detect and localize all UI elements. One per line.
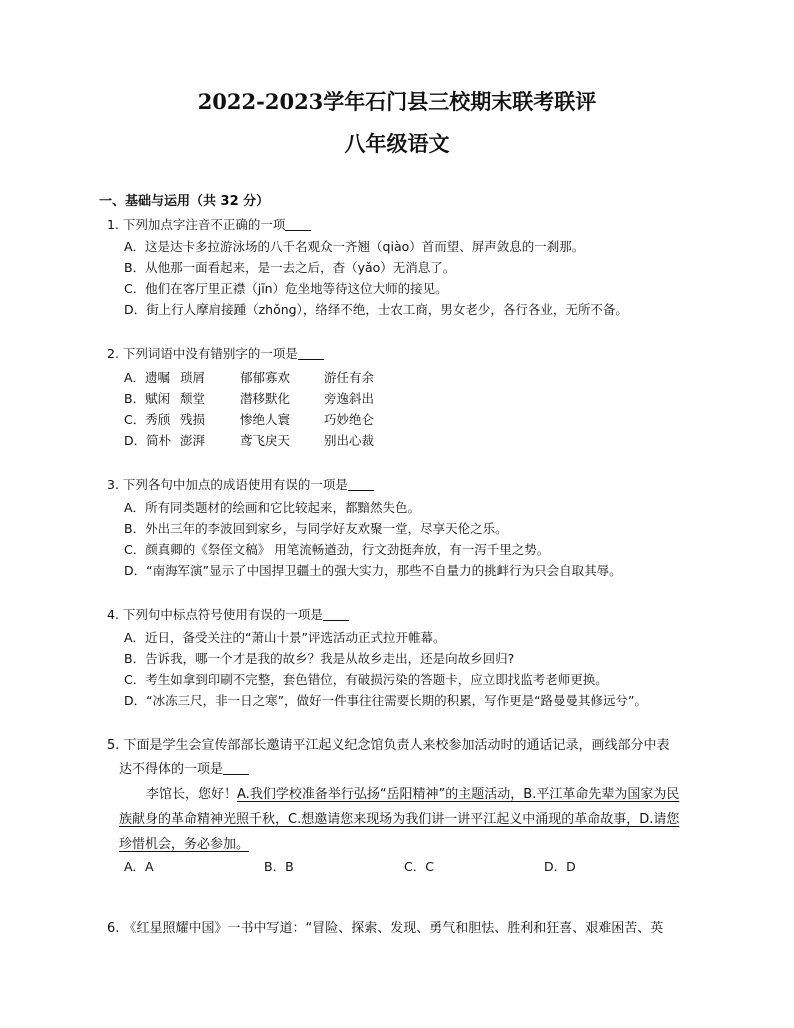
- document-subtitle: 八年级语文: [344, 131, 450, 156]
- question-1-stem: 1. 下列加点字注音不正确的一项: [107, 216, 311, 234]
- answer-blank: [348, 478, 374, 491]
- q1-option-d: D．街上行人摩肩接踵（zhǒng），络绎不绝，士农工商，男女老少，各行各业，无所不备。: [124, 302, 628, 317]
- q5-choice-c: C．C: [404, 859, 434, 874]
- section-heading: 一、基础与运用（共 32 分）: [99, 194, 270, 209]
- q5-passage-line2: 族献身的革命精神光照千秋，C.想邀请您来现场为我们讲一讲平江起义中涌现的革命故事，D.请您: [119, 812, 680, 827]
- q5-passage-line1: 李馆长，您好！A.我们学校准备举行弘扬“岳阳精神”的主题活动，B.平江革命先辈为国家为民: [146, 787, 680, 802]
- q5-choices: [124, 858, 684, 876]
- q5-passage-line3: 珍惜机会，务必参加。: [119, 837, 250, 852]
- q3-option-b: B．外出三年的李波回到家乡，与同学好友欢聚一堂，尽享天伦之乐。: [124, 521, 508, 536]
- q3-option-d: D．“南海军演”显示了中国捍卫疆土的强大实力，那些不自量力的挑衅行为只会自取其辱。: [124, 563, 622, 578]
- q5-choice-b: B．B: [264, 859, 294, 874]
- q5-choice-a: A．A: [124, 859, 154, 874]
- question-2-stem: 2. 下列词语中没有错别字的一项是: [107, 345, 324, 363]
- q3-option-a: A．所有同类题材的绘画和它比较起来，都黯然失色。: [124, 500, 421, 515]
- q4-option-b: B．告诉我，哪一个才是我的故乡？我是从故乡走出，还是向故乡回归?: [124, 651, 515, 666]
- document-title: 2022-2023学年石门县三校期末联考联评: [197, 89, 597, 114]
- question-5-stem-line2: 达不得体的一项是: [119, 761, 249, 779]
- answer-blank: [298, 347, 324, 360]
- q1-option-c: C．他们在客厅里正襟（jīn）危坐地等待这位大师的接见。: [124, 281, 448, 296]
- q5-choice-d: D．D: [544, 859, 576, 874]
- q2-row-c: C．秀颀 残损 惨绝人寰 巧妙绝仑: [124, 412, 375, 427]
- answer-blank: [223, 762, 249, 775]
- answer-blank: [285, 218, 311, 231]
- question-4-stem: 4. 下列句中标点符号使用有误的一项是: [107, 606, 349, 624]
- q1-option-a: A．这是达卡多拉游泳场的八千名观众一齐翘（qiào）首而望、屏声敛息的一刹那。: [124, 239, 585, 254]
- question-5-stem-line1: 5. 下面是学生会宣传部部长邀请平江起义纪念馆负责人来校参加活动时的通话记录，画线部分中表: [107, 738, 670, 753]
- answer-blank: [323, 608, 349, 621]
- q2-row-b: B．赋闲 颓堂 潜移默化 旁逸斜出: [124, 391, 375, 406]
- question-3-stem: 3. 下列各句中加点的成语使用有误的一项是: [107, 476, 374, 494]
- question-6-stem: 6. 《红星照耀中国》一书中写道：“冒险、探索、发现、勇气和胆怯、胜利和狂喜、艰难困苦、英: [107, 921, 664, 936]
- q4-option-a: A．近日，备受关注的“萧山十景”评选活动正式拉开帷幕。: [124, 630, 446, 645]
- q3-option-c: C．颜真卿的《祭侄文稿》 用笔流畅遒劲，行文劲挺奔放，有一泻千里之势。: [124, 542, 550, 557]
- q1-option-b: B．从他那一面看起来，是一去之后，杳（yǎo）无消息了。: [124, 260, 456, 275]
- q4-option-d: D．“冰冻三尺，非一日之寒”，做好一件事往往需要长期的积累，写作更是“路曼曼其修远兮”。: [124, 693, 648, 708]
- q2-row-d: D．简朴 澎湃 鸢飞戾天 别出心裁: [124, 433, 375, 448]
- q2-row-a: A．遗嘱 琐屑 郁郁寡欢 游任有余: [124, 370, 375, 385]
- q4-option-c: C．考生如拿到印刷不完整，套色错位，有破损污染的答题卡，应立即找监考老师更换。: [124, 672, 608, 687]
